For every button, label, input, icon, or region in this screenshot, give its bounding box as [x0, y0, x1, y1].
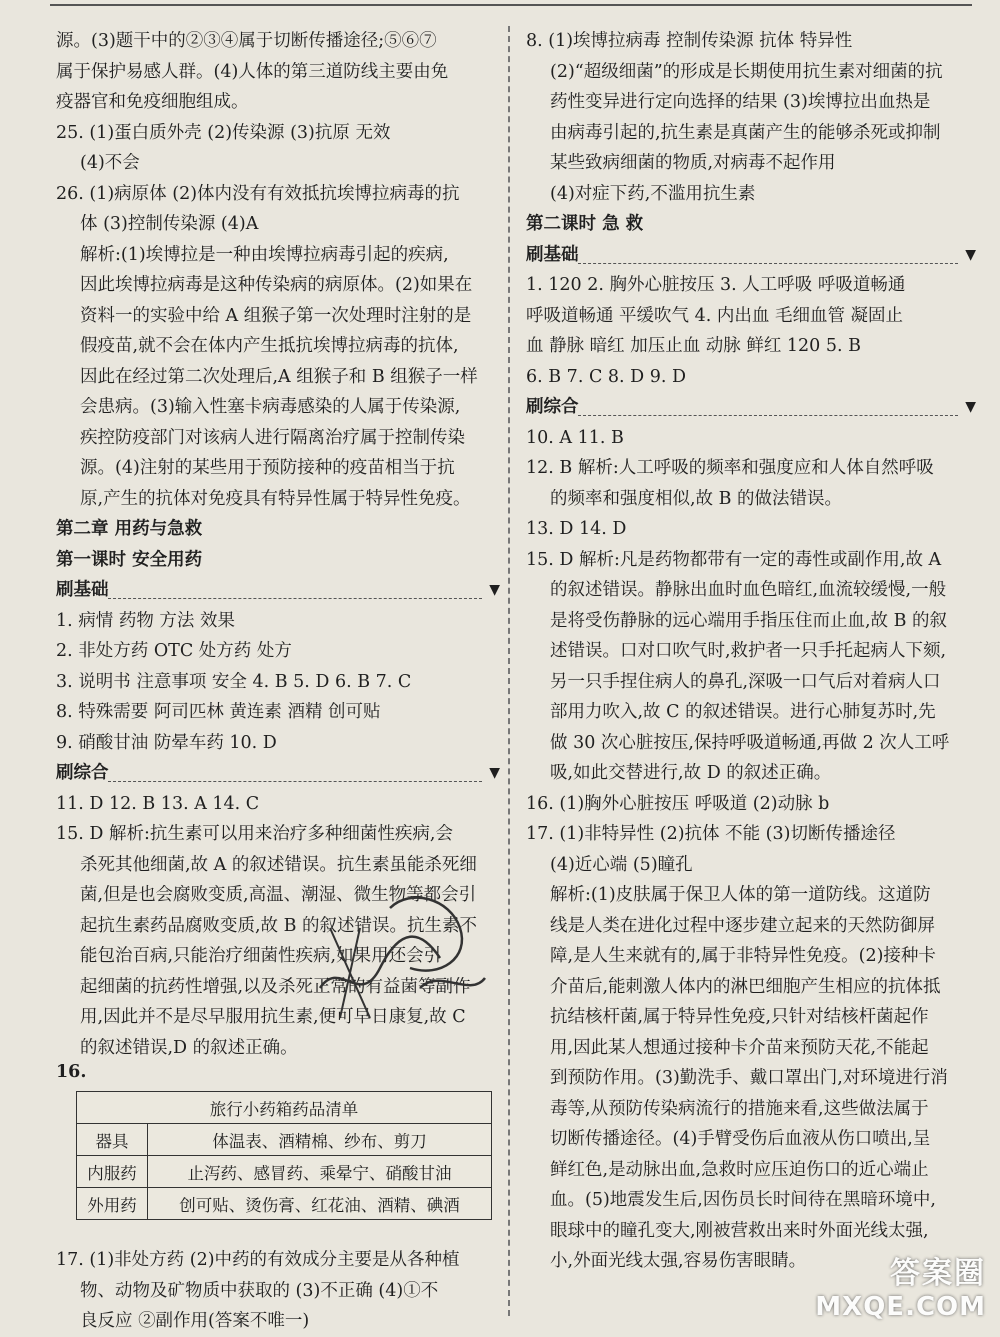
question-16-label: 16. [56, 1062, 87, 1082]
section-label: 刷基础 [56, 580, 109, 600]
text-line: 介苗后,能刺激人体内的淋巴细胞产生相应的抗体抵 [550, 976, 941, 997]
answer-line: 13. D 14. D [526, 519, 627, 539]
text-line: 述错误。口对口吹气时,救护者一只手托起病人下颏, [550, 641, 947, 661]
table-cell-category: 内服药 [77, 1156, 148, 1188]
triangle-down-icon: ▼ [489, 582, 500, 598]
text-line: 线是人类在进化过程中逐步建立起来的天然防御屏 [550, 915, 935, 936]
text-line: 用,因此某人想通过接种卡介苗来预防天花,不能起 [550, 1037, 929, 1058]
text-line: 杀死其他细菌,故 A 的叙述错误。抗生素虽能杀死细 [80, 854, 477, 875]
answer-line: 血 静脉 暗红 加压止血 动脉 鲜红 120 5. B [526, 336, 861, 356]
answer-line: 10. A 11. B [526, 427, 624, 448]
text-line: 源。(3)题干中的②③④属于切断传播途径;⑤⑥⑦ [56, 31, 437, 51]
medicine-kit-table [76, 1091, 492, 1220]
answer-line: 15. D 解析:抗生素可以用来治疗多种细菌性疾病,会 [56, 824, 453, 844]
text-line: 体 (3)控制传染源 (4)A [80, 214, 259, 234]
section-basic-header [526, 240, 976, 271]
text-line: 的叙述错误。静脉出血时血色暗红,血流较缓慢,一般 [550, 580, 947, 600]
question-17-block [56, 1245, 500, 1337]
answer-line: 17. (1)非特异性 (2)抗体 不能 (3)切断传播途径 [526, 824, 896, 844]
answer-line: 17. (1)非处方药 (2)中药的有效成分主要是从各种植 [56, 1250, 460, 1270]
text-line: 假疫苗,就不会在体内产生抵抗埃博拉病毒的抗体, [80, 336, 459, 356]
text-line: 会患病。(3)输入性塞卡病毒感染的人属于传染源, [80, 397, 461, 417]
text-line: 疾控防疫部门对该病人进行隔离治疗属于控制传染 [80, 427, 465, 448]
lesson-title: 第一课时 安全用药 [56, 549, 203, 570]
text-line: 良反应 ②副作用(答案不唯一) [80, 1311, 310, 1331]
answer-line: 呼吸道畅通 平缓吹气 4. 内出血 毛细血管 凝固止 [526, 305, 904, 326]
watermark [815, 1248, 986, 1322]
text-line: (4)对症下药,不滥用抗生素 [550, 183, 756, 204]
text-line: 资料一的实验中给 A 组猴子第一次处理时注射的是 [80, 305, 472, 326]
text-line: 另一只手捏住病人的鼻孔,深吸一口气后对着病人口 [550, 671, 941, 692]
section-basic-header [56, 575, 500, 606]
section-rule [578, 263, 958, 264]
text-line: 小,外面光线太强,容易伤害眼睛。 [550, 1251, 807, 1271]
table-cell-category: 器具 [77, 1124, 148, 1156]
section-rule [108, 598, 482, 599]
text-line: 障,是人生来就有的,属于非特异性免疫。(2)接种卡 [550, 946, 936, 966]
triangle-down-icon: ▼ [965, 399, 976, 415]
text-line: 因此在经过第二次处理后,A 组猴子和 B 组猴子一样 [80, 366, 478, 387]
answer-line: 1. 病情 药物 方法 效果 [56, 610, 235, 631]
table-cell-items: 体温表、酒精棉、纱布、剪刀 [148, 1124, 492, 1156]
question-8: 8. (1)埃博拉病毒 控制传染源 抗体 特异性 [526, 31, 853, 51]
right-column [526, 26, 976, 1277]
column-divider [508, 26, 510, 1316]
question-26: 26. (1)病原体 (2)体内没有有效抵抗埃博拉病毒的抗 [56, 183, 460, 204]
text-line: 到预防作用。(3)勤洗手、戴口罩出门,对环境进行消 [550, 1068, 948, 1088]
text-line: 抗结核杆菌,属于特异性免疫,只针对结核杆菌起作 [550, 1007, 929, 1027]
text-line: (2)“超级细菌”的形成是长期使用抗生素对细菌的抗 [550, 61, 943, 82]
triangle-down-icon: ▼ [965, 246, 976, 263]
table-cell-items: 止泻药、感冒药、乘晕宁、硝酸甘油 [148, 1156, 492, 1188]
text-line: 原,产生的抗体对免疫具有特异性属于特异性免疫。 [80, 488, 471, 509]
text-line: 因此埃博拉病毒是这种传染病的病原体。(2)如果在 [80, 275, 473, 295]
medicine-kit-table-wrapper [76, 1091, 492, 1220]
answer-line: 9. 硝酸甘油 防晕车药 10. D [56, 732, 277, 753]
section-label: 刷综合 [56, 763, 109, 783]
section-comprehensive-header [526, 392, 976, 423]
section-comprehensive-header [56, 758, 500, 789]
answer-line: 11. D 12. B 13. A 14. C [56, 793, 260, 814]
text-line: 是将受伤静脉的远心端用手指压住而止血,故 B 的叙 [550, 610, 948, 631]
answer-line: 12. B 解析:人工呼吸的频率和强度应和人体自然呼吸 [526, 458, 934, 478]
text-line: (4)不会 [80, 153, 140, 173]
text-line: 菌,但是也会腐败变质,高温、潮湿、微生物等都会引 [80, 885, 477, 905]
text-line: (4)近心端 (5)瞳孔 [550, 854, 693, 875]
table-cell-category: 外用药 [77, 1188, 148, 1220]
text-line: 的叙述错误,D 的叙述正确。 [80, 1037, 298, 1058]
section-rule [578, 415, 958, 416]
answer-line: 15. D 解析:凡是药物都带有一定的毒性或副作用,故 A [526, 549, 942, 570]
text-line: 血。(5)地震发生后,因伤员长时间待在黑暗环境中, [550, 1190, 936, 1210]
text-line: 切断传播途径。(4)手臂受伤后血液从伤口喷出,呈 [550, 1129, 931, 1149]
question-25: 25. (1)蛋白质外壳 (2)传染源 (3)抗原 无效 [56, 122, 391, 143]
top-rule [50, 4, 972, 6]
text-line: 属于保护易感人群。(4)人体的第三道防线主要由免 [56, 61, 449, 82]
table-row [77, 1156, 492, 1188]
text-line: 解析:(1)皮肤属于保卫人体的第一道防线。这道防 [550, 885, 931, 905]
watermark-logo: 答案圈 [890, 1256, 986, 1291]
text-line: 物、动物及矿物质中获取的 (3)不正确 (4)①不 [80, 1280, 439, 1301]
text-line: 部用力吹入,故 C 的叙述错误。进行心肺复苏时,先 [550, 702, 936, 722]
table-row [77, 1092, 492, 1124]
text-line: 起抗生素药品腐败变质,故 B 的叙述错误。抗生素不 [80, 915, 478, 936]
answer-line: 1. 120 2. 胸外心脏按压 3. 人工呼吸 呼吸道畅通 [526, 275, 906, 295]
text-line: 由病毒引起的,抗生素是真菌产生的能够杀死或抑制 [550, 122, 941, 143]
section-label: 刷综合 [526, 397, 579, 417]
answer-line: 3. 说明书 注意事项 安全 4. B 5. D 6. B 7. C [56, 671, 412, 692]
text-line: 用,因此并不是尽早服用抗生素,便可早日康复,故 C [80, 1007, 466, 1027]
text-line: 某些致病细菌的物质,对病毒不起作用 [550, 153, 836, 173]
text-line: 起细菌的抗药性增强,以及杀死正常的有益菌等副作 [80, 976, 471, 997]
lesson-title: 第二课时 急 救 [526, 214, 644, 234]
text-line: 的频率和强度相似,故 B 的做法错误。 [550, 488, 843, 509]
table-cell-items: 创可贴、烫伤膏、红花油、酒精、碘酒 [148, 1188, 492, 1220]
table-title: 旅行小药箱药品清单 [77, 1092, 492, 1124]
text-line: 鲜红色,是动脉出血,急救时应压迫伤口的近心端止 [550, 1159, 929, 1180]
answer-line: 6. B 7. C 8. D 9. D [526, 366, 687, 387]
section-label: 刷基础 [526, 244, 579, 265]
text-line: 药性变异进行定向选择的结果 (3)埃博拉出血热是 [550, 92, 931, 112]
text-line: 疫器官和免疫细胞组成。 [56, 92, 249, 112]
text-line: 能包治百病,只能治疗细菌性疾病,如果用还会引 [80, 946, 442, 966]
handwriting-scribble [300, 868, 500, 1028]
table-row [77, 1188, 492, 1220]
table-row [77, 1124, 492, 1156]
text-line: 源。(4)注射的某些用于预防接种的疫苗相当于抗 [80, 458, 455, 478]
triangle-down-icon: ▼ [489, 765, 500, 781]
text-line: 吸,如此交替进行,故 D 的叙述正确。 [550, 763, 832, 783]
text-line: 眼球中的瞳孔变大,刚被营救出来时外面光线太强, [550, 1220, 929, 1241]
text-line: 做 30 次心脏按压,保持呼吸道畅通,再做 2 次人工呼 [550, 732, 950, 753]
answer-line: 16. (1)胸外心脏按压 呼吸道 (2)动脉 b [526, 793, 830, 814]
section-rule [108, 781, 482, 782]
text-line: 解析:(1)埃博拉是一种由埃博拉病毒引起的疾病, [80, 244, 449, 265]
answer-line: 8. 特殊需要 阿司匹林 黄连素 酒精 创可贴 [56, 702, 381, 722]
answer-line: 2. 非处方药 OTC 处方药 处方 [56, 641, 292, 661]
text-line: 毒等,从预防传染病流行的措施来看,这些做法属于 [550, 1098, 929, 1119]
chapter-title: 第二章 用药与急救 [56, 519, 203, 539]
watermark-url: MXQE.COM [815, 1292, 986, 1322]
